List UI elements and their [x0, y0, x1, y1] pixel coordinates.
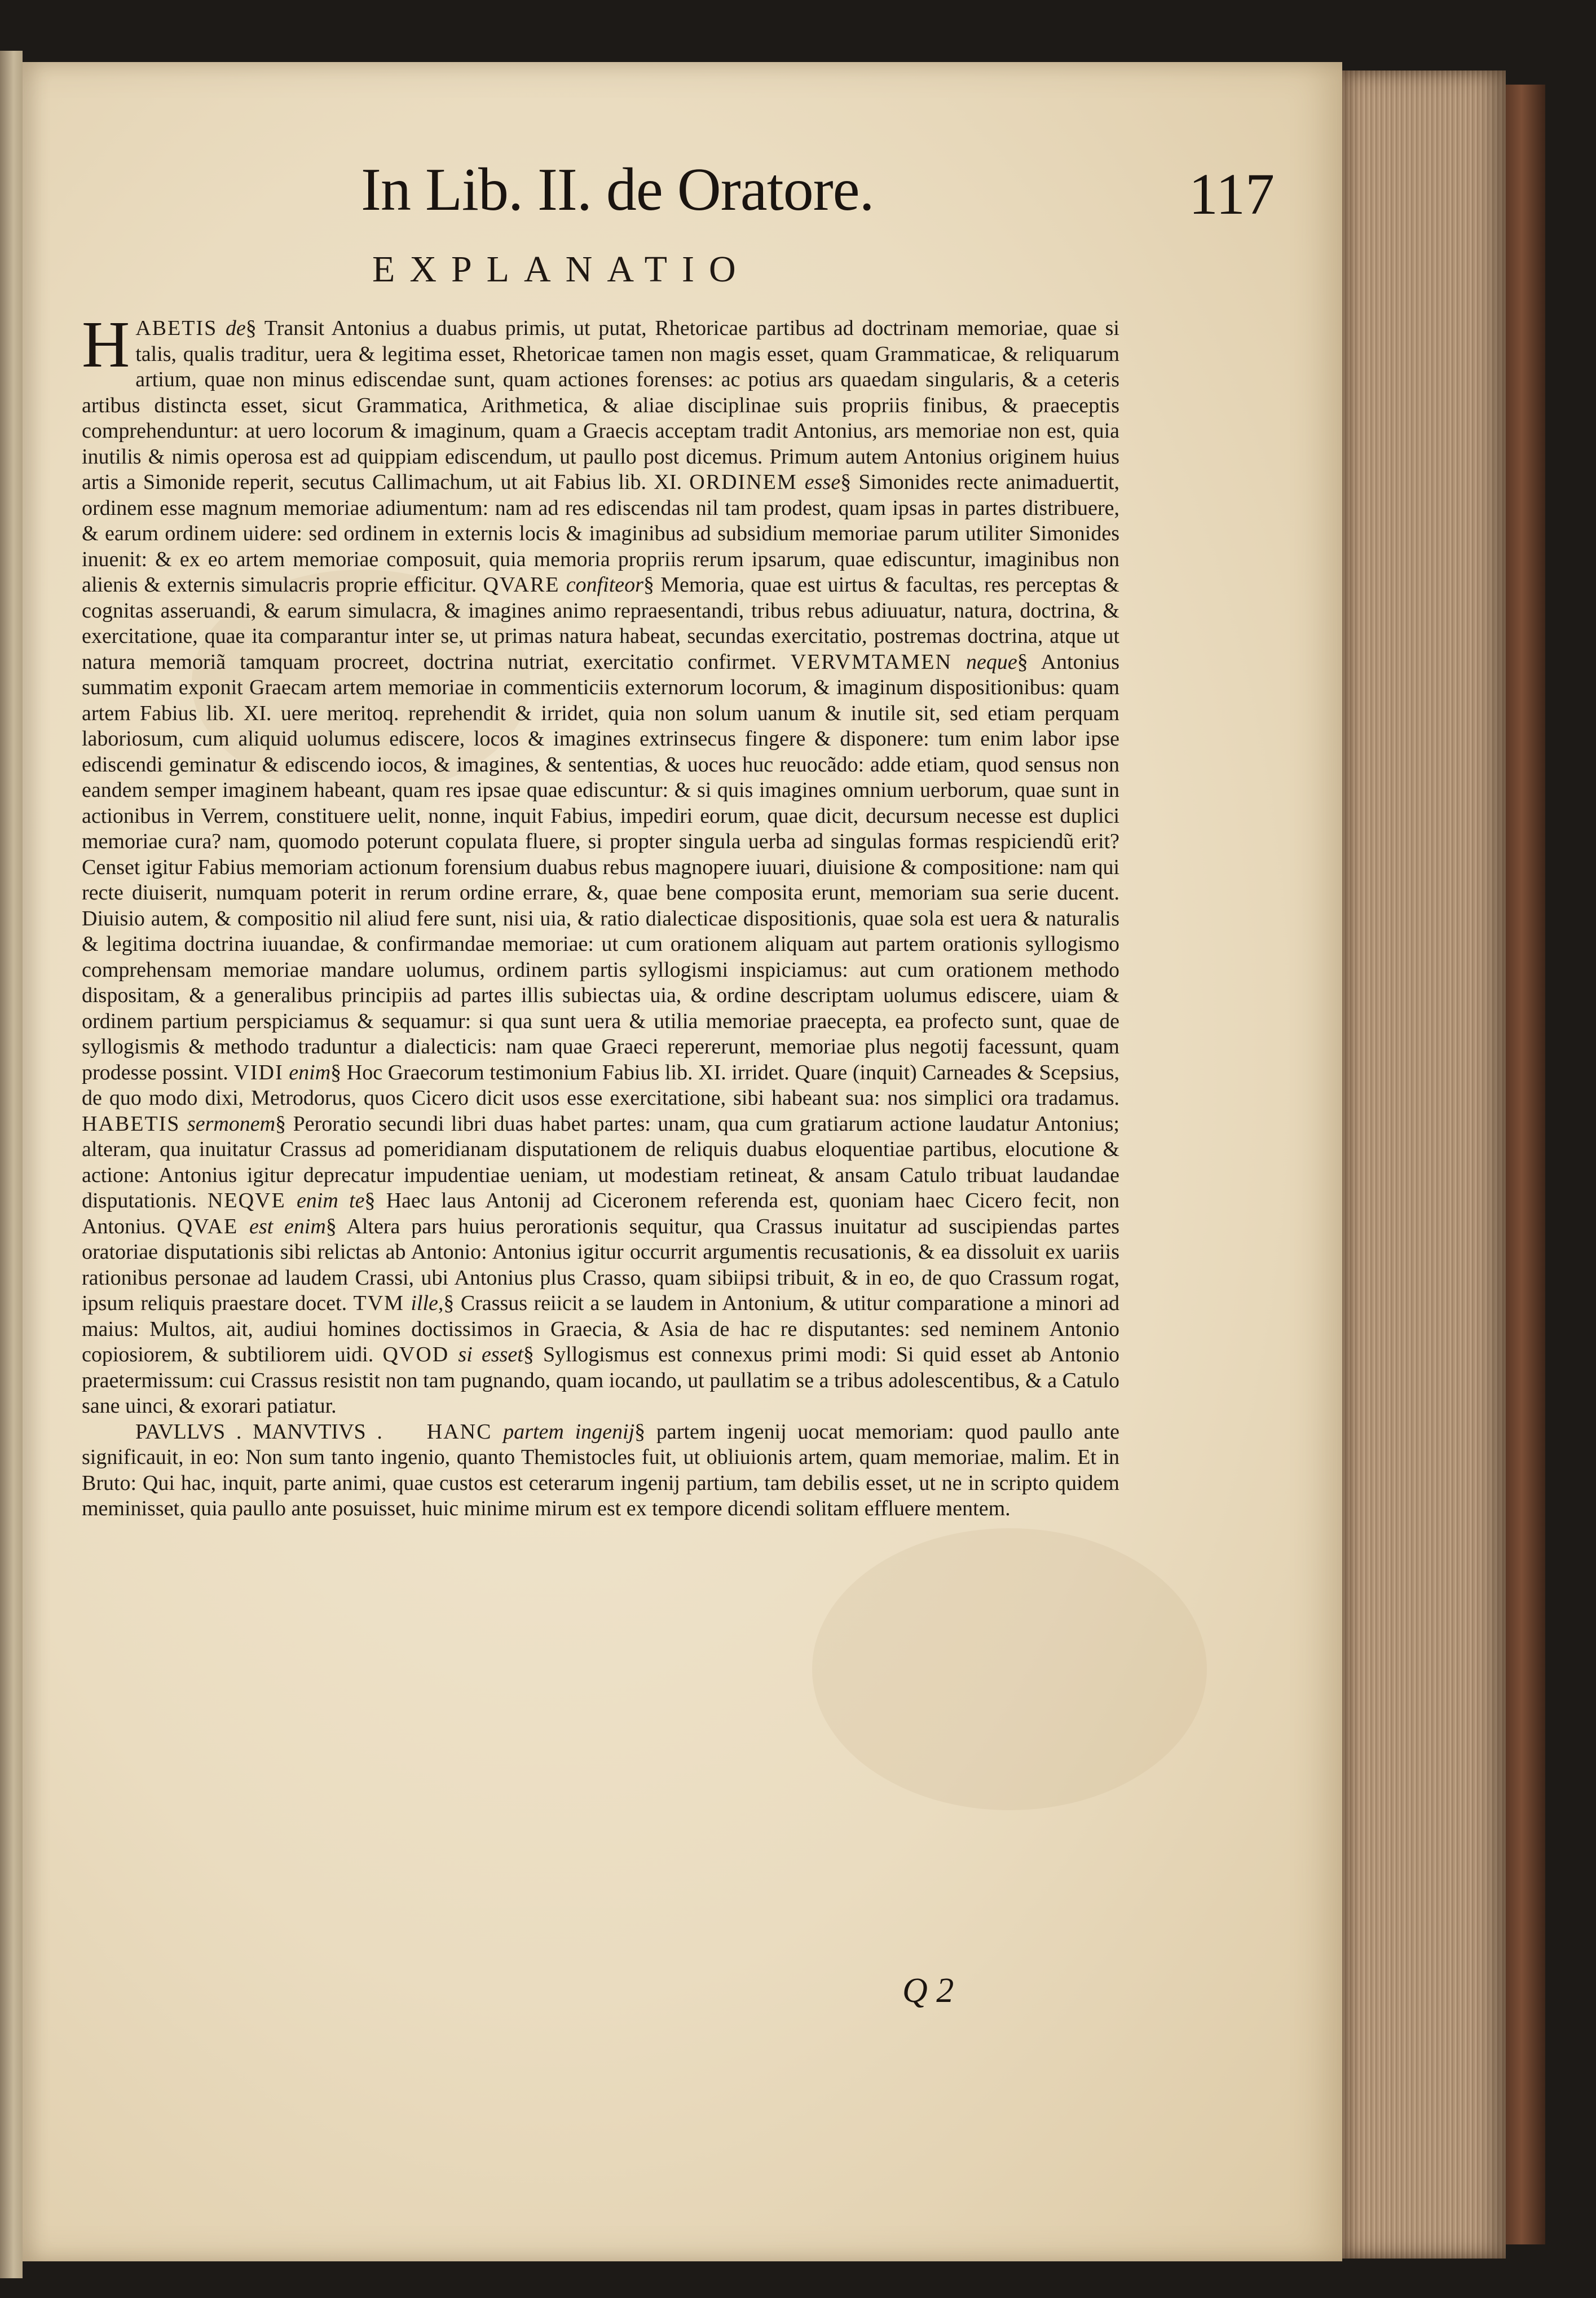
segment: confiteor — [559, 573, 643, 597]
commentary-body — [82, 307, 1120, 1522]
segment: esse — [797, 470, 841, 494]
segment: partem ingenij — [492, 1419, 635, 1444]
segment: VERVMTAMEN — [790, 650, 952, 674]
page-number: 117 — [1188, 162, 1275, 227]
segment: § Peroratio secundi libri duas habet partes: unam, qua cum gratiarum actione laudatur Antonius; alteram, qua inuitatur Crassus ad pomeridianam disputationem de reliquis duabus eloquentiae partibus, elocutione & actione: Antonius igitur deprecatur impudentiae ueniam, ut modestiam retineat, & ansam Catulo tribuat laudandae disputationis. — [82, 1111, 1119, 1212]
segment: QVARE — [483, 573, 560, 597]
segment: enim — [283, 1060, 331, 1084]
segment: QVAE — [177, 1214, 239, 1238]
segment: § Simonides recte animaduertit, ordinem esse magnum memoriae adiumentum: nam ad res ediscendas nil tam prodest, quam ipsas in partes distribuere, & earum ordinem uidere: sed ordinem in externis locis & imaginibus ad subsidium memoriae parum utiliter Simonides inuenit: & ex eo artem memoriae composuit, quia memoria propriis rerum ipsarum, quae ediscuntur, imaginibus non alienis & externis simulacris proprie efficitur. — [82, 470, 1119, 597]
commentary-paragraph — [82, 1419, 1119, 1522]
segment: VIDI — [233, 1060, 284, 1084]
page-fore-edge — [1342, 70, 1506, 2259]
segment — [382, 1420, 427, 1444]
signature-mark: Q 2 — [902, 1971, 954, 2010]
segment: § Hoc Graecorum testimonium Fabius lib. XI. irridet. Quare (inquit) Carneades & Scepsius, de quo modo dixi, Metrodorus, quos Cicero dicit usos esse exercitatione, sibi habeant sua: nos simplici ora tradamus. — [82, 1060, 1120, 1110]
segment: § Syllogismus est connexus primi modi: Si quid esset ab Antonio praetermissum: cui Crassus resistit non tam pugnando, quam iocando, ut paullatim se a tribus adolescentibus, & a Catulo sane uinci, & exorari patiatur. — [82, 1343, 1119, 1418]
segment: § Memoria, quae est uirtus & facultas, res perceptas & cognitas asseruandi, & earum simulacra, & imagines animo repraesentandi, tribus rebus adiuuatur, natura, doctrina, & exercitatione, quae ita comparantur inter se, ut primas natura habeat, secundas exercitatio, postremas doctrina, atque ut natura memoriã tamquam procreet, doctrina nutriat, exercitatio confirmet. — [82, 573, 1119, 674]
segment: ille, — [404, 1291, 444, 1315]
running-head — [361, 155, 1275, 245]
segment: si esset — [449, 1343, 523, 1366]
commentary-paragraph — [82, 307, 1120, 1419]
segment: enim te — [285, 1189, 365, 1212]
segment: § Crassus reiicit a se laudem in Antonium, & utitur comparatione a minori ad maius: Multos, ait, audiui homines doctissimos in Graecia, & Asia de hac re disputantes: sed neminem Antonio copiosiorem, & subtiliorem uidi. — [82, 1291, 1119, 1366]
segment: § partem ingenij uocat memoriam: quod paullo ante significauit, in eo: Non sum tanto ingenio, quanto Themistocles fuit, ut obliuionis artem, quam memoriae, malim. Et in Bruto: Qui hac, inquit, parte animi, quae custos est ceterarum ingenij partium, tam debilis esset, ut ne in scripto quidem meminisset, quia paullo ante posuisset, huic minime mirum est ex tempore dicendi solitam effluere mentem. — [82, 1419, 1120, 1520]
segment: ORDINEM — [689, 470, 797, 494]
segment: sermonem — [180, 1111, 276, 1136]
segment: § Haec laus Antonij ad Ciceronem referenda est, quoniam haec Cicero fecit, non Antonius. — [82, 1189, 1119, 1238]
segment: est enim — [238, 1214, 326, 1238]
segment: TVM — [353, 1291, 404, 1315]
segment: § Antonius summatim exponit Graecam artem memoriae in commenticiis externorum locorum, & imaginum dispositionibus: quam artem Fabius lib. XI. uere meritoq. reprehendit & irridet, quia non solum uanum & inutile sit, sed etiam perquam laboriosum, cum aliquid uolumus ediscere, locos & imagines extrinsecus fingere & disponere: tum enim labor ipse ediscendi geminatur & ediscendo iocos, & imagines, & sententias, & uoces huc reuocãdo: adde etiam, quod sensus non eandem semper imaginem habeant, quam res ipsae quae ediscuntur: & si quis imagines omnium uerborum, quae sunt in actionibus in Verrem, constituere uelit, nonne, inquit Fabius, impediri eorum, quae dicit, decursum necesse est duplici memoriae cura? nam, quomodo poterunt copulata fluere, si propter singula uerba ad singulas formas respiciendũ erit? Censet igitur Fabius memoriam actionum forensium duabus rebus magnopere iuuari, diuisione & compositione: nam qui recte diuiserit, numquam poterit in rerum ordine errare, &, quae bene composita erunt, memoriam sua serie ducent. Diuisio autem, & compositio nil aliud fere sunt, nisi uia, & ratio dialecticae dispositionis, quae sola est uera & naturalis & legitima doctrina iuuandae, & confirmandae memoriae: ut cum orationem aliquam aut partem orationis syllogismo comprehensam memoriae mandare uolumus, ordinem partis syllogismi inspiciamus: aut cum orationem methodo dispositam, & a generalibus principiis ad partes illis subiectas uia, & ordine descriptam uolumus ediscere, uiam & ordinem partium perspiciamus & sequamur: si qua sunt uera & utilia memoriae praecepta, ea profecto sunt, quae de syllogismis & methodo traduntur a dialecticis: nam quae Graeci repererunt, memoriae plus negotij facessunt, quam prodesse possint. — [82, 650, 1119, 1084]
segment: neque — [951, 650, 1017, 674]
section-heading: EXPLANATIO — [372, 249, 751, 290]
segment: § Altera pars huius perorationis sequitur, qua Crassus inuitatur ad suscipiendas partes oratoriae disputationis sibi relictas ab Antonio: Antonius igitur occurrit argumentis recusationis, & ea dissoluit ex uariis rationibus personae ad laudem Crassi, ubi Antonius plus Crasso, quam sibiipsi tribuit, & in eo, de quo Crassum rogat, ipsum reliquis praestare docet. — [82, 1214, 1119, 1315]
author-attribution: PAVLLVS . MANVTIVS . — [135, 1419, 382, 1444]
segment: de — [217, 316, 246, 340]
segment: § Transit Antonius a duabus primis, ut putat, Rhetoricae partibus ad doctrinam memoriae, quae si talis, qualis traditur, uera & legitima esset, Rhetoricae tamen non magis esset, quam Grammaticae, & reliquarum artium, quae non minus ediscendae sunt, quam actiones forenses: ac potius ars quaedam singularis, & a ceteris artibus distincta esset, sicut Grammatica, Arithmetica, & aliae disciplinae suis propriis finibus, & praeceptis comprehenduntur: at uero locorum & imaginum, quam a Graecis acceptam tradit Antonius, ars memoriae non est, quia inutilis & nimis operosa est ad quippiam ediscendum, ut paullo post dicemus. Primum autem Antonius originem huius artis a Simonide reperit, secutus Callimachum, ut ait Fabius lib. XI. — [82, 316, 1119, 494]
segment: NEQVE — [207, 1189, 286, 1212]
segment: ABETIS — [135, 316, 218, 340]
left-page-edge — [0, 51, 23, 2278]
header-title: In Lib. II. de Oratore. — [361, 156, 874, 223]
book-cover-edge — [1506, 85, 1545, 2244]
segment: HABETIS — [82, 1111, 180, 1136]
segment: QVOD — [382, 1343, 449, 1366]
drop-cap: H — [82, 307, 130, 381]
segment: HANC — [426, 1419, 492, 1444]
